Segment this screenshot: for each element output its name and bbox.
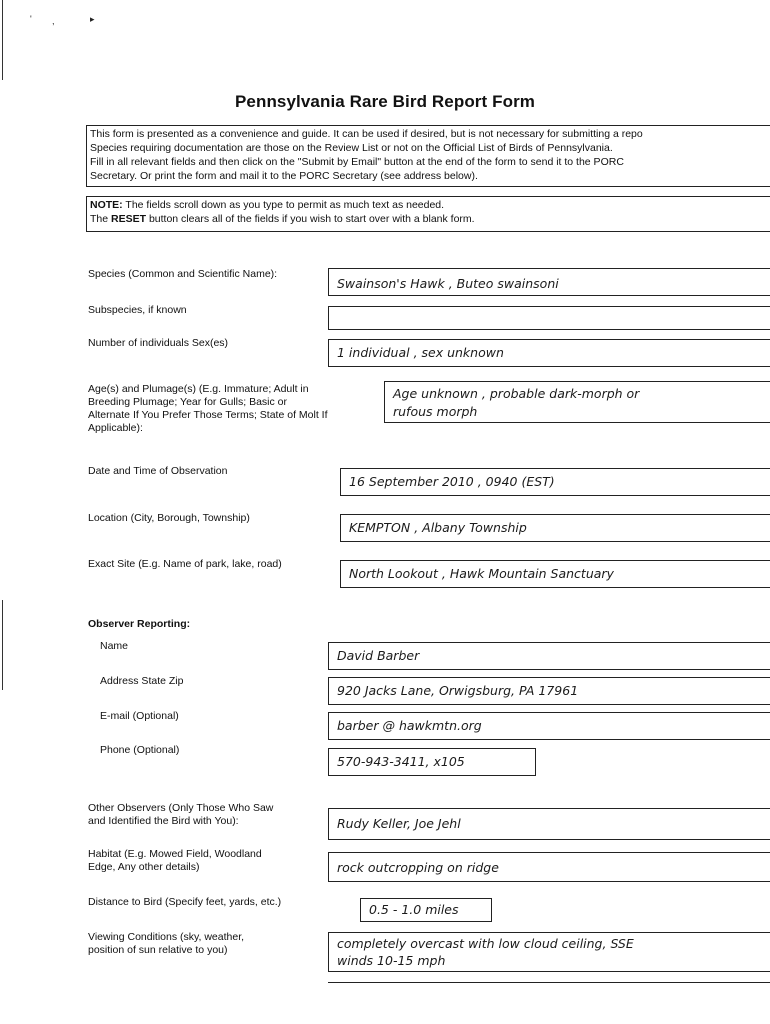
viewing-label-line: position of sun relative to you) [88, 944, 228, 956]
name-input[interactable]: David Barber [328, 642, 770, 670]
intro-line: Species requiring documentation are those on the Review List or not on the Official List of Birds of Pennsylvania. [90, 142, 613, 154]
margin-line [2, 0, 3, 80]
note-text: The fields scroll down as you type to permit as much text as needed. [122, 199, 445, 211]
other-observers-label-line: and Identified the Bird with You): [88, 815, 239, 827]
viewing-label-line: Viewing Conditions (sky, weather, [88, 931, 245, 943]
age-label-line: Applicable): [88, 422, 143, 434]
scan-mark: ▸ [90, 14, 95, 24]
email-input[interactable]: barber @ hawkmtn.org [328, 712, 770, 740]
form-title: Pennsylvania Rare Bird Report Form [234, 92, 536, 111]
bottom-rule [328, 982, 770, 983]
phone-input[interactable]: 570-943-3411, x105 [328, 748, 536, 776]
age-value-line: rufous morph [393, 404, 478, 419]
exact-site-input[interactable]: North Lookout , Hawk Mountain Sanctuary [340, 560, 770, 588]
date-time-label: Date and Time of Observation [88, 465, 228, 477]
age-value-line: Age unknown , probable dark-morph or [393, 386, 640, 401]
distance-label: Distance to Bird (Specify feet, yards, etc.) [88, 896, 282, 908]
intro-line: Fill in all relevant fields and then click on the "Submit by Email" button at the end of the form to send it to the PORC [90, 156, 624, 168]
intro-line: Secretary. Or print the form and mail it to the PORC Secretary (see address below). [90, 170, 478, 182]
species-input[interactable]: Swainson's Hawk , Buteo swainsoni [328, 268, 770, 296]
note-box [86, 196, 770, 232]
species-label: Species (Common and Scientific Name): [88, 268, 278, 280]
other-observers-label [88, 802, 273, 828]
number-sex-label: Number of individuals Sex(es) [88, 337, 229, 349]
subspecies-label: Subspecies, if known [88, 304, 187, 316]
reset-line [90, 212, 770, 226]
exact-site-label: Exact Site (E.g. Name of park, lake, road) [88, 558, 282, 570]
viewing-value-line: completely overcast with low cloud ceiling, SSE [337, 936, 634, 951]
age-label-line: Age(s) and Plumage(s) (E.g. Immature; Adult in [88, 383, 309, 395]
reset-prefix: The [90, 213, 112, 225]
date-time-input[interactable]: 16 September 2010 , 0940 (EST) [340, 468, 770, 496]
habitat-input[interactable]: rock outcropping on ridge [328, 852, 770, 882]
location-label: Location (City, Borough, Township) [88, 512, 250, 524]
email-label: E-mail (Optional) [100, 710, 179, 722]
address-label: Address State Zip [100, 675, 184, 687]
intro-line: This form is presented as a convenience and guide. It can be used if desired, but is not necessary for submitting a repo [90, 128, 643, 140]
other-observers-input[interactable]: Rudy Keller, Joe Jehl [328, 808, 770, 840]
name-label: Name [100, 640, 129, 652]
scan-mark: , [52, 16, 55, 26]
location-input[interactable]: KEMPTON , Albany Township [340, 514, 770, 542]
viewing-label [88, 931, 244, 957]
habitat-label-line: Habitat (E.g. Mowed Field, Woodland [88, 848, 262, 860]
viewing-input[interactable] [328, 932, 770, 972]
note-label: NOTE: [90, 199, 123, 211]
observer-heading: Observer Reporting: [88, 618, 191, 630]
habitat-label [88, 848, 262, 874]
age-plumage-input[interactable] [384, 381, 770, 423]
other-observers-label-line: Other Observers (Only Those Who Saw [88, 802, 274, 814]
subspecies-input[interactable] [328, 306, 770, 330]
note-line [90, 198, 770, 212]
address-input[interactable]: 920 Jacks Lane, Orwigsburg, PA 17961 [328, 677, 770, 705]
age-label-line: Alternate If You Prefer Those Terms; State of Molt If [88, 409, 328, 421]
age-plumage-label [88, 383, 328, 435]
number-sex-input[interactable]: 1 individual , sex unknown [328, 339, 770, 367]
distance-input[interactable]: 0.5 - 1.0 miles [360, 898, 492, 922]
intro-box [86, 125, 770, 187]
age-label-line: Breeding Plumage; Year for Gulls; Basic or [88, 396, 288, 408]
scan-mark: ' [30, 14, 32, 24]
reset-text: button clears all of the fields if you wish to start over with a blank form. [146, 213, 475, 225]
reset-label: RESET [111, 213, 147, 225]
phone-label: Phone (Optional) [100, 744, 180, 756]
habitat-label-line: Edge, Any other details) [88, 861, 200, 873]
viewing-value-line: winds 10-15 mph [337, 953, 446, 968]
margin-line [2, 600, 3, 690]
